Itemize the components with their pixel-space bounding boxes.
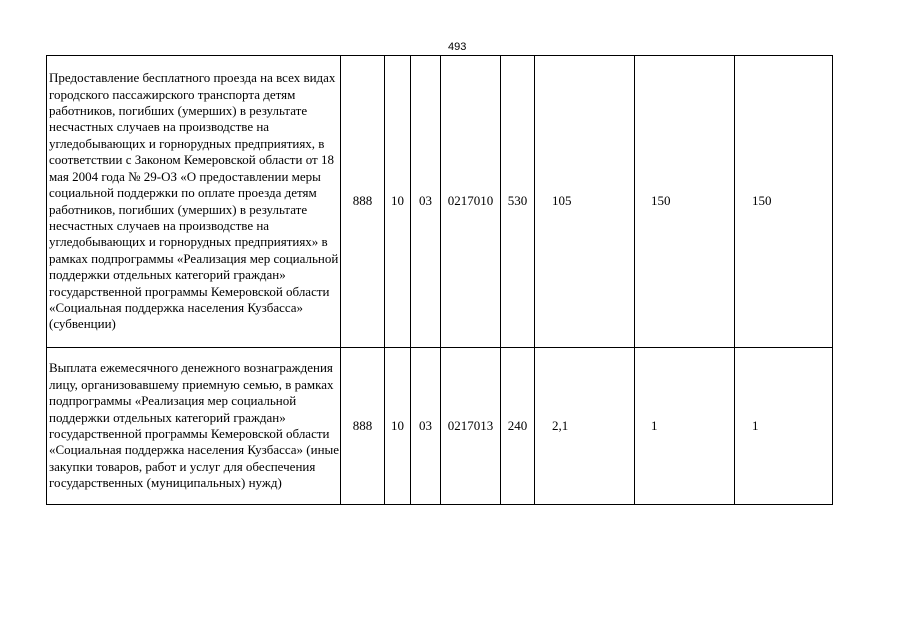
- row-description: Выплата ежемесячного денежного вознаграждения лицу, организовавшему приемную семью, в рамках подпрограммы «Реализация мер социальной поддержки отдельных категорий граждан» государственной программы Кемеровской области «Социальная поддержка населения Кузбасса» (иные закупки товаров, работ и услуг для обеспечения государственных (муниципальных) нужд): [47, 348, 341, 505]
- expense-type-code: 530: [501, 56, 535, 348]
- value-cell-3: 1: [735, 348, 833, 505]
- subsection-code: 03: [411, 56, 441, 348]
- value-cell-2: 1: [635, 348, 735, 505]
- ministry-code: 888: [341, 348, 385, 505]
- value-cell-3: 150: [735, 56, 833, 348]
- section-code: 10: [385, 348, 411, 505]
- page-number: 493: [448, 41, 467, 53]
- value-cell-1: 105: [535, 56, 635, 348]
- subsection-code: 03: [411, 348, 441, 505]
- table-row: [47, 348, 833, 505]
- ministry-code: 888: [341, 56, 385, 348]
- budget-table: [46, 55, 833, 505]
- value-cell-1: 2,1: [535, 348, 635, 505]
- expense-type-code: 240: [501, 348, 535, 505]
- value-cell-2: 150: [635, 56, 735, 348]
- section-code: 10: [385, 56, 411, 348]
- target-article-code: 0217013: [441, 348, 501, 505]
- table-row: [47, 56, 833, 348]
- target-article-code: 0217010: [441, 56, 501, 348]
- row-description: Предоставление бесплатного проезда на всех видах городского пассажирского транспорта детям работников, погибших (умерших) в результате несчастных случаев на производстве на угледобывающих и горнорудных предприятиях, в соответствии с Законом Кемеровской области от 18 мая 2004 года № 29-ОЗ «О предоставлении меры социальной поддержки по оплате проезда детям работников, погибших (умерших) в результате несчастных случаев на производстве на угледобывающих и горнорудных предприятиях» в рамках подпрограммы «Реализация мер социальной поддержки отдельных категорий граждан» государственной программы Кемеровской области «Социальная поддержка населения Кузбасса» (субвенции): [47, 56, 341, 348]
